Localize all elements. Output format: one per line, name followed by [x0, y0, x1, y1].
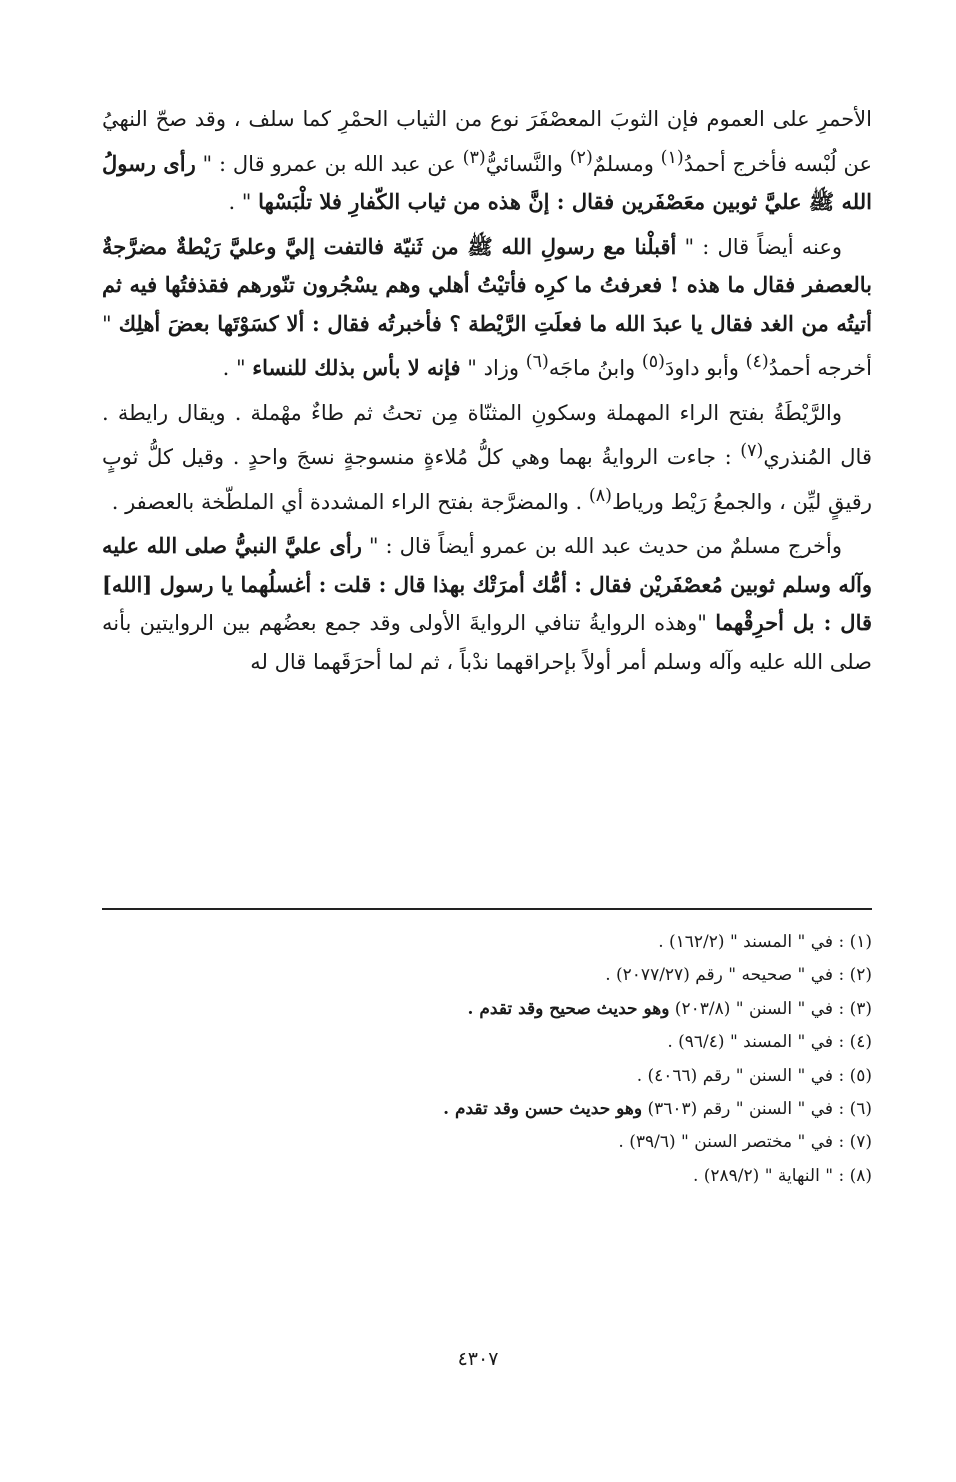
footnote-ref: (٨) [588, 485, 612, 506]
text-run: وأخرج مسلمٌ من حديث عبد الله بن عمرو أيضاً قال : " [361, 534, 842, 558]
footnote-7 [102, 1126, 872, 1159]
text-run: ومسلمٌ [592, 151, 661, 176]
footnote-text: (١) : في " المسند " (١٦٢/٢) . [658, 932, 872, 952]
text-run: وزاد " [460, 356, 526, 380]
text-run: "وهذه الروايةُ تنافي الروايةَ الأولى وقد جمع بعضُهم بين الروايتين بأنه صلى الله عليه وآله وسلم أمر أولاً بإحراقهما ندْباً ، ثم لما أحرَقَهما قال له [102, 611, 872, 674]
footnote-ref: (١) [660, 147, 684, 168]
page-number: ٤٣٠٧ [457, 1348, 499, 1370]
footnote-ref: (٧) [740, 441, 764, 461]
text-run: وابنُ ماجَه [548, 356, 642, 380]
footnote-5 [102, 1060, 872, 1093]
text-run: " أخرجه أحمدُ [102, 311, 872, 380]
text-run: والنَّسائيُّ [485, 151, 570, 176]
text-run: " . [228, 190, 259, 214]
footnote-text: (٧) : في " مختصر السنن " (٣٩/٦) . [618, 1132, 872, 1153]
footnote-ref: (٢) [569, 147, 593, 168]
hadith-quote: رأى عليَّ النبيُّ صلى الله عليه وآله وسلم ثوبين مُعصْفَريْن فقال : أمُّك أمرَتْك بهذا قال : قلت : أغسلُهما يا رسول [الله] قال : بل أحرِقْهما [102, 533, 873, 635]
hadith-quote: فإنه لا بأس بذلك للنساء [252, 355, 461, 380]
hadith-quote: رأى رسولُ الله ﷺ عليَّ ثوبين معَصْفَرين فقال : إنَّ هذه من ثياب الكّفارِ فلا تلْبَسْها [102, 150, 872, 214]
footnote-3 [102, 993, 872, 1026]
text-run: عن عبد الله بن عمرو قال : " [195, 151, 463, 176]
text-run: . والمضرَّجة بفتح الراء المشددة أي الملطّخة بالعصفر . [111, 489, 589, 514]
text-run: " . [222, 356, 253, 380]
footnote-divider [102, 908, 872, 910]
footnote-text: (٢) : في " صحيحه " رقم (٢٠٧٧/٢٧) . [605, 965, 872, 986]
paragraph-2 [102, 228, 872, 388]
footnote-text: (٦) : في " السنن " رقم (٣٦٠٣) [642, 1098, 872, 1119]
footnote-note: وهو حديث حسن وقد تقدم . [443, 1098, 643, 1119]
paragraph-1 [102, 100, 872, 222]
paragraph-4 [102, 527, 872, 681]
footnotes [102, 926, 872, 1193]
text-run: : جاءت الروايةُ بهما وهي كلُّ مُلاءةٍ منسوجةٍ نسجَ واحدٍ . وقيل كلُّ ثوبٍ رقيقٍ ليِّن ، والجمعُ رَيْط ورياط [102, 445, 872, 514]
footnote-text: (٥) : في " السنن " رقم (٤٠٦٦) . [636, 1065, 872, 1086]
footnote-6 [102, 1093, 872, 1126]
footnote-1 [102, 926, 872, 959]
footnote-ref: (٦) [525, 352, 549, 372]
text-run: وأبو داودَ [664, 356, 746, 380]
text-run: والرَّيْطَةُ بفتح الراء المهملة وسكونِ المثنّاة مِن تحتُ ثم طاءٌ مهْملة . ويقال رايطة . قال المُنذري [102, 400, 872, 469]
main-text [102, 100, 872, 681]
paragraph-3 [102, 394, 872, 522]
footnote-text: (٨) : " النهاية " (٢٨٩/٢) . [692, 1165, 872, 1186]
text-run: وعنه أيضاً قال : " [676, 234, 842, 259]
footnote-4 [102, 1026, 872, 1059]
footnote-text: (٣) : في " السنن " (٢٠٣/٨) [669, 998, 872, 1019]
hadith-quote: أقبلْنا مع رسولِ الله ﷺ من ثَنيّة فالتفت إليَّ وعليَّ رَيْطةٌ مضرَّجةٌ بالعصفر فقال ما هذه ! فعرفتُ ما كرِه فأتيْتُ أهلي وهم يسْجُرون تنّورهم فقذفتُها فيه ثم أتيتُه من الغد فقال يا عبدَ الله ما فعلَتِ الرَّيْطة ؟ فأخبرتُه فقال : ألا كسَوْتَها بعضَ أهلِك [102, 233, 872, 336]
footnote-text: (٤) : في " المسند " (٩٦/٤) . [667, 1032, 872, 1053]
footnote-ref: (٤) [745, 352, 769, 372]
footnote-8 [102, 1160, 872, 1193]
footnote-2 [102, 959, 872, 992]
footnote-ref: (٥) [641, 352, 665, 372]
footnote-ref: (٣) [462, 147, 486, 168]
footnote-note: وهو حديث صحيح وقد تقدم . [467, 998, 670, 1019]
text-run: الأحمرِ على العموم فإن الثوبَ المعصْفَرَ نوع من الثياب الحمْرِ كما سلف ، وقد صحّ النهيُ عن لُبْسه فأخرج أحمدُ [102, 107, 872, 176]
